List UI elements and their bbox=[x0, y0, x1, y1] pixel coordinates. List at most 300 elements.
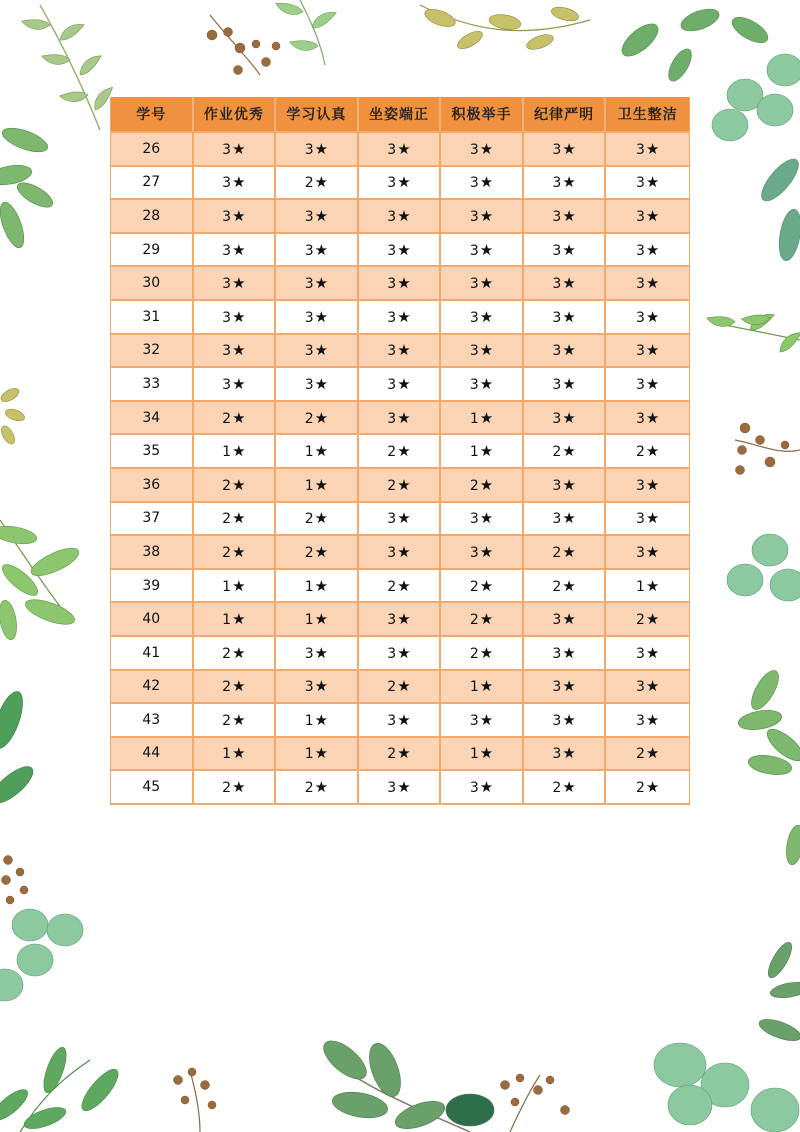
star-icon: ★ bbox=[645, 240, 660, 259]
star-icon: ★ bbox=[314, 778, 329, 797]
cell-posture bbox=[359, 232, 442, 266]
star-count: 2 bbox=[552, 444, 562, 461]
cell-homework bbox=[194, 467, 277, 501]
star-icon: ★ bbox=[314, 206, 329, 225]
cell-hygiene bbox=[606, 165, 689, 199]
star-icon: ★ bbox=[397, 710, 411, 729]
star-icon: ★ bbox=[479, 341, 494, 360]
star-count: 3 bbox=[552, 511, 562, 528]
star-count: 3 bbox=[387, 376, 397, 393]
score-table bbox=[110, 97, 690, 805]
star-count: 3 bbox=[387, 712, 397, 729]
leaf-branch-icon bbox=[705, 311, 800, 353]
cell-hygiene bbox=[606, 333, 689, 367]
star-icon: ★ bbox=[397, 677, 411, 696]
star-count: 3 bbox=[387, 511, 397, 528]
star-icon: ★ bbox=[397, 475, 411, 494]
star-icon: ★ bbox=[232, 408, 246, 427]
cell-student-id: 35 bbox=[111, 433, 194, 467]
star-icon: ★ bbox=[645, 542, 660, 561]
cell-participation bbox=[441, 635, 524, 669]
star-count: 3 bbox=[222, 141, 232, 158]
berry-sprig-icon bbox=[501, 1074, 570, 1132]
table-row bbox=[111, 736, 689, 770]
star-count: 3 bbox=[469, 309, 479, 326]
eucalyptus-icon bbox=[727, 534, 800, 601]
star-count: 2 bbox=[469, 578, 479, 595]
eucalyptus-icon bbox=[654, 1043, 799, 1132]
star-icon: ★ bbox=[562, 475, 576, 494]
cell-homework bbox=[194, 702, 277, 736]
cell-hygiene bbox=[606, 366, 689, 400]
star-icon: ★ bbox=[397, 139, 411, 158]
cell-student-id: 37 bbox=[111, 501, 194, 535]
header-study: 学习认真 bbox=[276, 97, 359, 131]
star-count: 1 bbox=[222, 444, 232, 461]
cell-participation bbox=[441, 333, 524, 367]
star-icon: ★ bbox=[645, 509, 660, 528]
score-table-container bbox=[110, 97, 690, 805]
star-icon: ★ bbox=[232, 274, 246, 293]
star-icon: ★ bbox=[645, 341, 660, 360]
star-count: 1 bbox=[636, 578, 645, 595]
star-count: 2 bbox=[387, 746, 397, 763]
cell-student-id: 28 bbox=[111, 198, 194, 232]
cell-homework bbox=[194, 165, 277, 199]
star-count: 3 bbox=[387, 645, 397, 662]
star-icon: ★ bbox=[645, 442, 660, 461]
star-icon: ★ bbox=[232, 542, 246, 561]
cell-student-id: 42 bbox=[111, 669, 194, 703]
cell-student-id: 41 bbox=[111, 635, 194, 669]
leaf-branch-icon bbox=[20, 5, 117, 130]
cell-participation bbox=[441, 433, 524, 467]
eucalyptus-icon bbox=[617, 5, 772, 85]
table-row bbox=[111, 534, 689, 568]
berry-sprig-icon bbox=[2, 856, 29, 905]
star-count: 3 bbox=[222, 242, 232, 259]
star-count: 3 bbox=[636, 175, 645, 192]
cell-hygiene bbox=[606, 400, 689, 434]
star-count: 3 bbox=[222, 276, 232, 293]
cell-hygiene bbox=[606, 131, 689, 165]
star-count: 2 bbox=[469, 477, 479, 494]
star-icon: ★ bbox=[479, 610, 494, 629]
star-icon: ★ bbox=[232, 173, 246, 192]
table-row bbox=[111, 265, 689, 299]
star-icon: ★ bbox=[562, 274, 576, 293]
star-count: 1 bbox=[469, 679, 479, 696]
star-count: 2 bbox=[387, 444, 397, 461]
star-icon: ★ bbox=[645, 206, 660, 225]
star-icon: ★ bbox=[645, 408, 660, 427]
cell-student-id: 43 bbox=[111, 702, 194, 736]
header-discipline: 纪律严明 bbox=[524, 97, 607, 131]
cell-participation bbox=[441, 534, 524, 568]
star-count: 3 bbox=[636, 376, 645, 393]
cell-hygiene bbox=[606, 433, 689, 467]
cell-study bbox=[276, 501, 359, 535]
cell-discipline bbox=[524, 467, 607, 501]
star-count: 2 bbox=[636, 612, 645, 629]
cell-study bbox=[276, 400, 359, 434]
star-icon: ★ bbox=[314, 274, 329, 293]
star-icon: ★ bbox=[645, 778, 660, 797]
table-row bbox=[111, 501, 689, 535]
star-icon: ★ bbox=[232, 139, 246, 158]
star-count: 3 bbox=[636, 712, 645, 729]
star-icon: ★ bbox=[562, 610, 576, 629]
table-row bbox=[111, 467, 689, 501]
star-count: 3 bbox=[636, 276, 645, 293]
table-row bbox=[111, 769, 689, 805]
star-count: 3 bbox=[387, 612, 397, 629]
cell-hygiene bbox=[606, 232, 689, 266]
star-icon: ★ bbox=[562, 778, 576, 797]
star-icon: ★ bbox=[479, 677, 494, 696]
table-row bbox=[111, 232, 689, 266]
star-icon: ★ bbox=[562, 139, 576, 158]
cell-participation bbox=[441, 601, 524, 635]
star-icon: ★ bbox=[232, 509, 246, 528]
star-icon: ★ bbox=[479, 576, 494, 595]
star-icon: ★ bbox=[232, 206, 246, 225]
cell-student-id: 45 bbox=[111, 769, 194, 805]
cell-study bbox=[276, 232, 359, 266]
star-count: 3 bbox=[552, 208, 562, 225]
eucalyptus-icon bbox=[712, 54, 800, 141]
cell-study bbox=[276, 366, 359, 400]
star-count: 3 bbox=[222, 309, 232, 326]
star-count: 3 bbox=[636, 141, 645, 158]
star-icon: ★ bbox=[397, 442, 411, 461]
star-icon: ★ bbox=[232, 677, 246, 696]
cell-student-id: 26 bbox=[111, 131, 194, 165]
star-count: 3 bbox=[387, 343, 397, 360]
cell-student-id: 38 bbox=[111, 534, 194, 568]
star-count: 1 bbox=[304, 444, 314, 461]
star-icon: ★ bbox=[645, 139, 660, 158]
cell-homework bbox=[194, 131, 277, 165]
cell-hygiene bbox=[606, 669, 689, 703]
leaf-branch-icon bbox=[756, 154, 800, 263]
cell-homework bbox=[194, 769, 277, 805]
star-icon: ★ bbox=[397, 408, 411, 427]
table-row bbox=[111, 568, 689, 602]
star-icon: ★ bbox=[645, 643, 660, 662]
cell-posture bbox=[359, 131, 442, 165]
berry-sprig-icon bbox=[735, 423, 800, 475]
cell-discipline bbox=[524, 568, 607, 602]
star-icon: ★ bbox=[314, 307, 329, 326]
star-count: 3 bbox=[552, 175, 562, 192]
cell-hygiene bbox=[606, 736, 689, 770]
star-count: 2 bbox=[222, 511, 232, 528]
table-row bbox=[111, 635, 689, 669]
cell-homework bbox=[194, 265, 277, 299]
star-count: 3 bbox=[469, 141, 479, 158]
star-icon: ★ bbox=[479, 374, 494, 393]
star-count: 3 bbox=[469, 343, 479, 360]
star-count: 2 bbox=[304, 780, 314, 797]
cell-student-id: 44 bbox=[111, 736, 194, 770]
leaf-branch-icon bbox=[757, 939, 800, 1045]
star-icon: ★ bbox=[314, 643, 329, 662]
cell-homework bbox=[194, 736, 277, 770]
cell-homework bbox=[194, 601, 277, 635]
cell-participation bbox=[441, 501, 524, 535]
star-icon: ★ bbox=[645, 677, 660, 696]
star-icon: ★ bbox=[645, 475, 660, 494]
star-count: 1 bbox=[469, 746, 479, 763]
cell-study bbox=[276, 131, 359, 165]
star-icon: ★ bbox=[397, 173, 411, 192]
cell-homework bbox=[194, 568, 277, 602]
table-row bbox=[111, 198, 689, 232]
cell-discipline bbox=[524, 232, 607, 266]
cell-study bbox=[276, 467, 359, 501]
cell-discipline bbox=[524, 366, 607, 400]
star-icon: ★ bbox=[479, 408, 494, 427]
star-icon: ★ bbox=[314, 374, 329, 393]
cell-student-id: 40 bbox=[111, 601, 194, 635]
cell-hygiene bbox=[606, 769, 689, 805]
star-count: 3 bbox=[387, 175, 397, 192]
star-icon: ★ bbox=[314, 408, 329, 427]
star-icon: ★ bbox=[479, 173, 494, 192]
star-count: 3 bbox=[387, 780, 397, 797]
star-count: 3 bbox=[552, 712, 562, 729]
star-count: 3 bbox=[552, 276, 562, 293]
cell-student-id: 39 bbox=[111, 568, 194, 602]
cell-homework bbox=[194, 534, 277, 568]
cell-posture bbox=[359, 702, 442, 736]
star-count: 3 bbox=[304, 141, 314, 158]
cell-study bbox=[276, 198, 359, 232]
leaf-branch-icon bbox=[0, 123, 56, 250]
table-row bbox=[111, 165, 689, 199]
cell-participation bbox=[441, 467, 524, 501]
star-icon: ★ bbox=[314, 341, 329, 360]
berry-sprig-icon bbox=[174, 1068, 217, 1132]
star-count: 3 bbox=[304, 276, 314, 293]
cell-study bbox=[276, 669, 359, 703]
leaf-branch-icon bbox=[0, 1045, 124, 1132]
star-icon: ★ bbox=[232, 240, 246, 259]
star-count: 2 bbox=[222, 544, 232, 561]
cell-hygiene bbox=[606, 198, 689, 232]
star-count: 3 bbox=[552, 612, 562, 629]
star-count: 3 bbox=[469, 511, 479, 528]
star-icon: ★ bbox=[232, 610, 246, 629]
star-icon: ★ bbox=[232, 744, 246, 763]
star-count: 2 bbox=[304, 410, 314, 427]
star-icon: ★ bbox=[562, 710, 576, 729]
star-count: 3 bbox=[387, 544, 397, 561]
cell-participation bbox=[441, 165, 524, 199]
star-icon: ★ bbox=[645, 576, 660, 595]
star-icon: ★ bbox=[562, 374, 576, 393]
star-count: 3 bbox=[636, 309, 645, 326]
star-count: 3 bbox=[222, 208, 232, 225]
cell-posture bbox=[359, 769, 442, 805]
star-icon: ★ bbox=[314, 610, 329, 629]
star-icon: ★ bbox=[314, 744, 329, 763]
cell-hygiene bbox=[606, 601, 689, 635]
star-icon: ★ bbox=[314, 442, 329, 461]
star-icon: ★ bbox=[397, 341, 411, 360]
eucalyptus-icon bbox=[0, 909, 83, 1001]
header-student-id: 学号 bbox=[111, 97, 194, 131]
cell-homework bbox=[194, 669, 277, 703]
star-count: 3 bbox=[552, 343, 562, 360]
star-icon: ★ bbox=[479, 710, 494, 729]
cell-discipline bbox=[524, 736, 607, 770]
cell-student-id: 27 bbox=[111, 165, 194, 199]
cell-study bbox=[276, 601, 359, 635]
cell-posture bbox=[359, 467, 442, 501]
star-icon: ★ bbox=[562, 509, 576, 528]
cell-study bbox=[276, 299, 359, 333]
star-icon: ★ bbox=[562, 408, 576, 427]
cell-discipline bbox=[524, 433, 607, 467]
star-icon: ★ bbox=[232, 475, 246, 494]
star-count: 3 bbox=[469, 208, 479, 225]
cell-homework bbox=[194, 635, 277, 669]
star-count: 3 bbox=[552, 679, 562, 696]
cell-participation bbox=[441, 198, 524, 232]
cell-discipline bbox=[524, 165, 607, 199]
cell-hygiene bbox=[606, 568, 689, 602]
star-count: 3 bbox=[469, 175, 479, 192]
star-count: 1 bbox=[222, 746, 232, 763]
cell-hygiene bbox=[606, 501, 689, 535]
cell-homework bbox=[194, 299, 277, 333]
star-count: 3 bbox=[222, 343, 232, 360]
cell-participation bbox=[441, 265, 524, 299]
star-icon: ★ bbox=[479, 542, 494, 561]
star-icon: ★ bbox=[397, 509, 411, 528]
star-icon: ★ bbox=[479, 643, 494, 662]
star-count: 1 bbox=[222, 612, 232, 629]
cell-study bbox=[276, 769, 359, 805]
star-count: 2 bbox=[222, 679, 232, 696]
star-count: 3 bbox=[636, 208, 645, 225]
star-icon: ★ bbox=[479, 307, 494, 326]
cell-participation bbox=[441, 366, 524, 400]
cell-discipline bbox=[524, 769, 607, 805]
cell-participation bbox=[441, 702, 524, 736]
star-icon: ★ bbox=[562, 173, 576, 192]
star-count: 3 bbox=[636, 645, 645, 662]
star-count: 3 bbox=[636, 343, 645, 360]
star-count: 3 bbox=[387, 410, 397, 427]
star-count: 3 bbox=[469, 276, 479, 293]
cell-discipline bbox=[524, 131, 607, 165]
star-count: 1 bbox=[304, 746, 314, 763]
star-count: 3 bbox=[469, 376, 479, 393]
cell-posture bbox=[359, 400, 442, 434]
cell-posture bbox=[359, 198, 442, 232]
cell-participation bbox=[441, 232, 524, 266]
star-count: 1 bbox=[222, 578, 232, 595]
star-count: 3 bbox=[552, 746, 562, 763]
cell-homework bbox=[194, 198, 277, 232]
star-count: 3 bbox=[552, 410, 562, 427]
star-count: 2 bbox=[222, 780, 232, 797]
cell-student-id: 36 bbox=[111, 467, 194, 501]
cell-hygiene bbox=[606, 635, 689, 669]
cell-posture bbox=[359, 333, 442, 367]
star-count: 3 bbox=[222, 376, 232, 393]
star-icon: ★ bbox=[479, 744, 494, 763]
star-count: 1 bbox=[469, 444, 479, 461]
cell-posture bbox=[359, 669, 442, 703]
star-count: 3 bbox=[387, 141, 397, 158]
star-count: 3 bbox=[552, 141, 562, 158]
star-icon: ★ bbox=[562, 542, 576, 561]
leaf-branch-icon bbox=[0, 688, 38, 809]
star-icon: ★ bbox=[397, 374, 411, 393]
star-icon: ★ bbox=[479, 240, 494, 259]
cell-posture bbox=[359, 736, 442, 770]
star-icon: ★ bbox=[314, 710, 329, 729]
cell-student-id: 34 bbox=[111, 400, 194, 434]
cell-discipline bbox=[524, 534, 607, 568]
cell-study bbox=[276, 635, 359, 669]
cell-posture bbox=[359, 501, 442, 535]
star-icon: ★ bbox=[232, 643, 246, 662]
star-count: 3 bbox=[304, 376, 314, 393]
star-icon: ★ bbox=[397, 542, 411, 561]
star-count: 3 bbox=[636, 410, 645, 427]
star-count: 3 bbox=[469, 780, 479, 797]
star-icon: ★ bbox=[479, 274, 494, 293]
star-icon: ★ bbox=[479, 475, 494, 494]
cell-study bbox=[276, 534, 359, 568]
star-count: 3 bbox=[636, 511, 645, 528]
cell-hygiene bbox=[606, 467, 689, 501]
star-icon: ★ bbox=[562, 307, 576, 326]
star-count: 3 bbox=[387, 242, 397, 259]
star-count: 2 bbox=[469, 645, 479, 662]
cell-posture bbox=[359, 299, 442, 333]
leaf-branch-icon bbox=[274, 0, 339, 65]
star-count: 3 bbox=[304, 645, 314, 662]
star-icon: ★ bbox=[314, 576, 329, 595]
cell-study bbox=[276, 165, 359, 199]
star-count: 3 bbox=[304, 679, 314, 696]
star-icon: ★ bbox=[562, 643, 576, 662]
star-count: 2 bbox=[387, 477, 397, 494]
star-icon: ★ bbox=[562, 442, 576, 461]
cell-discipline bbox=[524, 702, 607, 736]
cell-homework bbox=[194, 400, 277, 434]
cell-participation bbox=[441, 769, 524, 805]
table-row bbox=[111, 433, 689, 467]
leaf-branch-icon bbox=[737, 666, 800, 866]
star-count: 3 bbox=[636, 544, 645, 561]
cell-hygiene bbox=[606, 702, 689, 736]
leaf-branch-icon bbox=[420, 5, 590, 53]
star-icon: ★ bbox=[314, 542, 329, 561]
star-icon: ★ bbox=[562, 341, 576, 360]
table-row bbox=[111, 702, 689, 736]
star-icon: ★ bbox=[232, 778, 246, 797]
star-count: 3 bbox=[552, 477, 562, 494]
star-icon: ★ bbox=[232, 307, 246, 326]
star-icon: ★ bbox=[562, 240, 576, 259]
